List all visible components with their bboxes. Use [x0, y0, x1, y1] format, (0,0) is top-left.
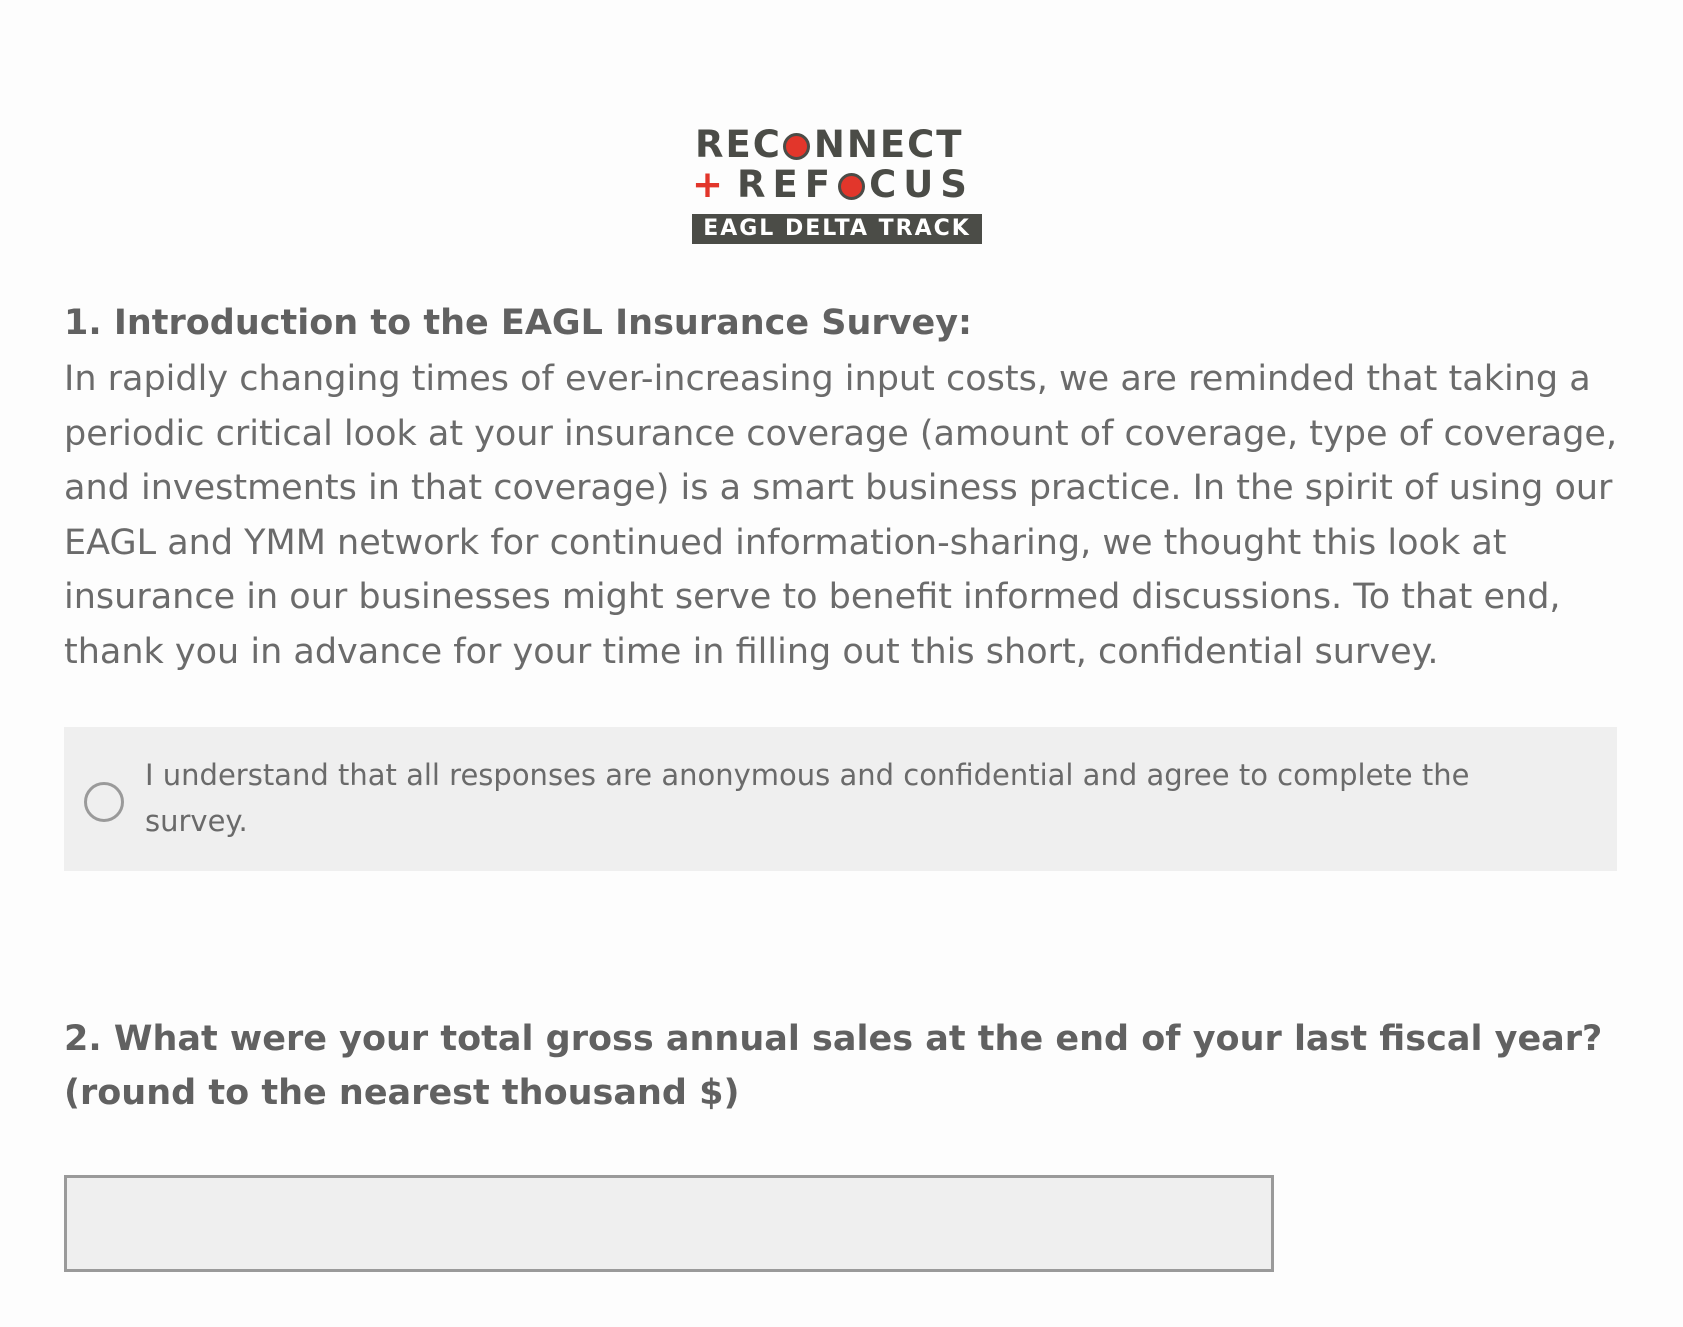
consent-option-label: I understand that all responses are anonymous and confidential and agree to complete the survey.	[145, 758, 1470, 838]
consent-option[interactable]	[64, 727, 1617, 871]
question-2-title: 2. What were your total gross annual sales at the end of your last fiscal year? (round to the nearest thousand $)	[64, 1019, 1603, 1113]
consent-radio-button[interactable]	[84, 782, 124, 822]
logo-heartbeat-icon	[838, 173, 865, 200]
reconnect-refocus-logo	[692, 124, 985, 244]
question-1-description: In rapidly changing times of ever-increasing input costs, we are reminded that taking a periodic critical look at your insurance coverage (amount of coverage, type of coverage, and investments in that coverage) is a smart business practice. In the spirit of using our EAGL and YMM network for continued information-sharing, we thought this look at insurance in our businesses might serve to benefit informed discussions. To that end, thank you in advance for your time in filling out this short, confidential survey.	[64, 359, 1618, 672]
gross-sales-input[interactable]	[64, 1175, 1274, 1272]
logo-band: EAGL DELTA TRACK	[692, 214, 982, 244]
logo-plus-icon: +	[692, 163, 724, 206]
logo-line-refocus: + REF CUS	[692, 163, 974, 206]
logo-o-dot-icon	[783, 133, 810, 160]
question-1-title: 1. Introduction to the EAGL Insurance Survey:	[64, 303, 973, 343]
logo-line-reconnect: REC NNECT	[695, 123, 964, 166]
